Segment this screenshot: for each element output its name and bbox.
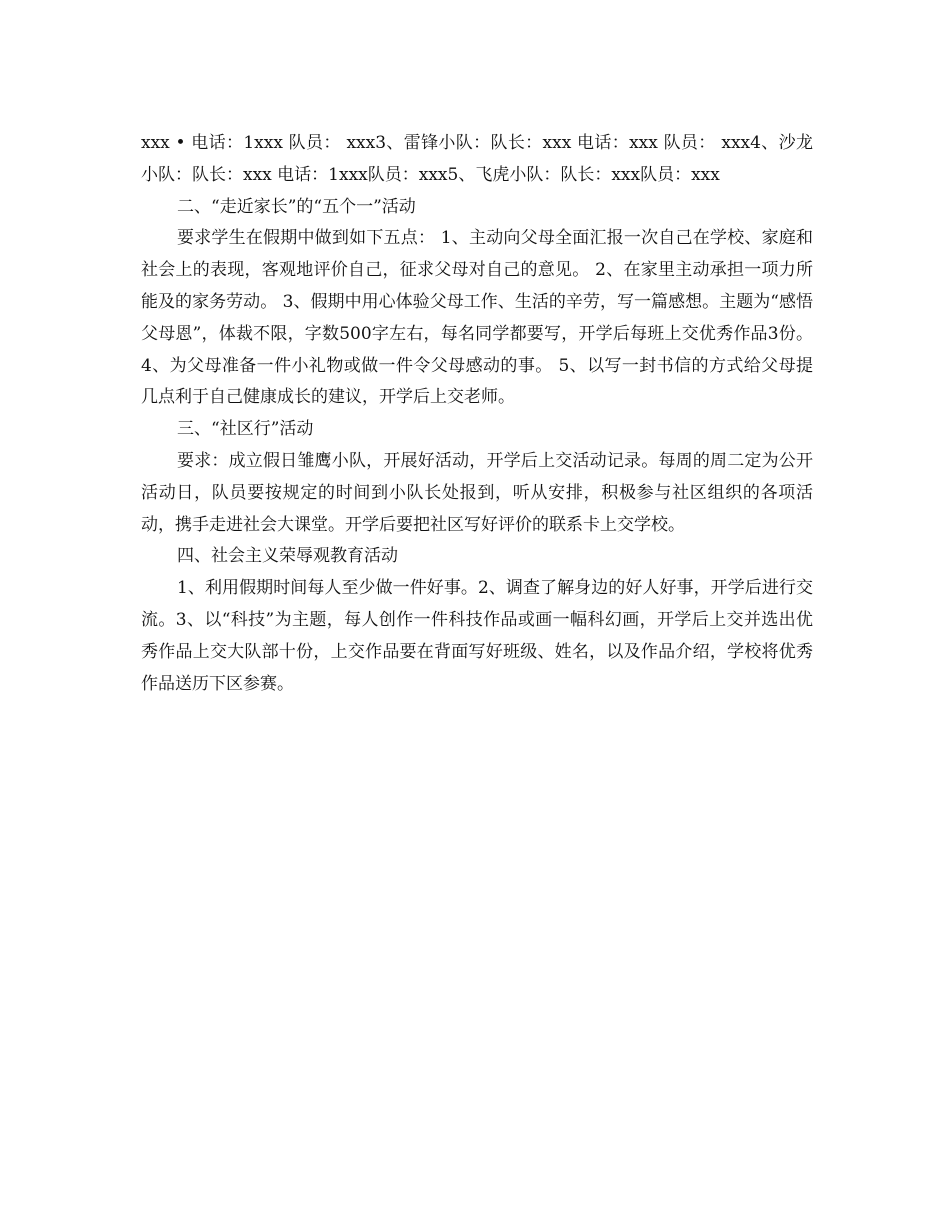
section-heading-family-activity: 二、“走近家长”的“五个一”活动: [177, 196, 416, 217]
team-members-paragraph: xxx • 电话：1xxx 队员： xxx3、雷锋小队：队长：xxx 电话：xxx 队员： xxx4、沙龙小队：队长：xxx 电话：1xxx队员：xxx5、飞虎小队：队长：xxx队员：xxx: [141, 133, 813, 185]
section-heading-honor-education: 四、社会主义荣辱观教育活动: [177, 546, 398, 567]
honor-education-paragraph: 1、利用假期时间每人至少做一件好事。2、调查了解身边的好人好事，开学后进行交流。3、以“科技”为主题，每人创作一件科技作品或画一幅科幻画，开学后上交并选出优秀作品上交大队部十份，上交作品要在背面写好班级、姓名，以及作品介绍，学校将优秀作品送历下区参赛。: [141, 578, 813, 694]
document-page: [141, 128, 813, 700]
family-activity-paragraph: 要求学生在假期中做到如下五点： 1、主动向父母全面汇报一次自己在学校、家庭和社会上的表现，客观地评价自己，征求父母对自己的意见。 2、在家里主动承担一项力所能及的家务劳动。 3、假期中用心体验父母工作、生活的辛劳，写一篇感想。主题为“感悟父母恩”，体裁不限，字数500字左右，每名同学都要写，开学后每班上交优秀作品3份。 4、为父母准备一件小礼物或做一件令父母感动的事。 5、以写一封书信的方式给父母提几点利于自己健康成长的建议，开学后上交老师。: [141, 228, 813, 408]
section-heading-community-activity: 三、“社区行”活动: [177, 419, 314, 440]
community-activity-paragraph: 要求：成立假日雏鹰小队，开展好活动，开学后上交活动记录。每周的周二定为公开活动日，队员要按规定的时间到小队长处报到，听从安排，积极参与社区组织的各项活动，携手走进社会大课堂。开学后要把社区写好评价的联系卡上交学校。: [141, 450, 813, 535]
